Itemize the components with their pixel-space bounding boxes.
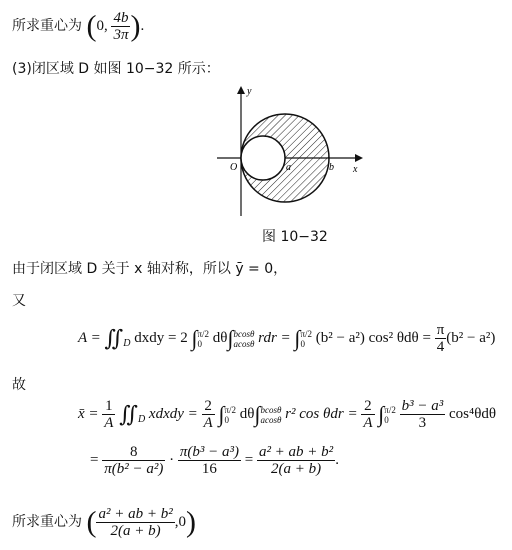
fraction-1 [102,444,165,477]
numerator: π(b³ − a³) [179,444,239,460]
pi-over-4 [435,322,447,355]
inner-disk [241,136,285,180]
denominator: A [104,415,114,431]
dot: · [169,451,175,468]
r-lower-limit: acosθ [260,414,282,425]
xbar-equation [78,398,496,431]
left-paren: ( [86,9,97,43]
you-word: 又 [12,293,26,309]
denominator: π(b² − a²) [104,461,164,477]
area-lhs: A = [78,329,101,346]
y-axis-arrow-icon [237,86,245,94]
double-integral-icon: ∬ [104,325,124,351]
numerator: 1 [102,398,115,415]
fraction-numerator: 4b [111,10,130,27]
figure-caption: 图 10−32 [262,229,328,245]
fraction-numerator: a² + ab + b² [98,506,173,522]
right-paren: ) [185,505,196,539]
area-equation [78,322,495,355]
gu-word: 故 [12,377,26,393]
centroid-label: 所求重心为 [12,17,82,34]
r-lower-limit: acosθ [233,338,255,349]
one-over-A [102,398,115,431]
fraction-3 [257,444,335,477]
dtheta: dθ [212,329,228,346]
centroid-y-fraction [111,10,130,43]
upper-limit: π/2 [300,328,312,339]
xbar-part-1: xdxdy = [148,405,198,422]
integral-icon: ∫ [294,325,301,351]
area-result: (b² − a²) [446,329,496,346]
lower-limit: 0 [224,414,229,425]
numerator: 8 [102,444,165,461]
upper-limit: π/2 [224,404,237,415]
denominator: 4 [436,339,445,355]
centroid-result-line-2 [12,506,196,539]
denominator: 2(a + b) [271,461,322,477]
denominator: 3 [418,415,427,431]
numerator: b³ − a³ [401,398,444,414]
denominator: A [363,415,373,431]
integral-icon: ∫ [218,401,225,427]
numerator: π [436,322,445,338]
period: . [335,451,339,468]
xbar-lhs: x̄ = [78,405,99,422]
centroid-label: 所求重心为 [12,513,82,530]
lower-limit: 0 [300,338,305,349]
point-b-label: b [329,162,334,173]
centroid-y: 0 [178,513,186,530]
integrand: (b² − a²) cos² θdθ = [315,329,431,346]
integral-icon: ∫ [191,325,198,351]
two-over-A [202,398,215,431]
x-axis-arrow-icon [355,154,363,162]
centroid-x: 0 [96,17,104,34]
region-subscript: D [123,337,131,349]
xbar-equation-continued [90,444,339,477]
r-upper-limit: bcosθ [233,328,255,339]
integral-icon: ∫ [378,401,385,427]
theta-limits-2 [384,405,396,425]
rdr: rdr = [258,329,291,346]
x-axis-label: x [353,164,358,175]
theta-limits-2 [300,329,312,349]
lower-limit: 0 [197,338,202,349]
numerator: 2 [202,398,215,415]
upper-limit: π/2 [384,404,396,415]
xbar-part-3: r² cos θdr = [285,405,358,422]
centroid-result-line-1: 所求重心为 (0, $\frac{4b}{3\pi}$ ). [12,9,145,43]
right-paren: ) [130,9,141,43]
cos4-dtheta: cos⁴θdθ [448,405,497,422]
area-part-2: dxdy = 2 [134,329,188,346]
figure-10-32 [205,82,370,220]
r-limits [261,405,282,425]
part-3-intro: (3)闭区域 D 如图 10−32 所示： [12,61,220,77]
integral-icon: ∫ [254,401,261,427]
equals-sign: = [90,451,99,468]
numerator: 2 [361,398,374,415]
fraction-2 [178,444,241,477]
centroid-x-fraction [96,506,174,539]
equals-sign: = [244,451,254,468]
period: . [140,17,145,34]
origin-label: O [230,162,238,173]
symmetry-statement: 由于闭区域 D 关于 x 轴对称，所以 ȳ = 0， [12,261,288,277]
cubes-over-3 [400,398,446,431]
fraction-denominator: 2(a + b) [110,523,161,539]
upper-limit: π/2 [197,328,210,339]
numerator: a² + ab + b² [258,444,334,460]
denominator: A [203,415,213,431]
y-axis-label: y [247,86,252,97]
theta-limits [224,405,236,425]
double-integral-icon: ∬ [119,401,138,427]
theta-limits [197,329,209,349]
region-subscript: D [137,413,146,425]
r-upper-limit: bcosθ [260,404,282,415]
comma: , [174,513,179,530]
integral-icon: ∫ [227,325,234,351]
r-limits [234,329,255,349]
left-paren: ( [86,505,97,539]
point-a-label: a [286,162,291,173]
dtheta: dθ [239,405,255,422]
fraction-denominator: 3π [113,27,129,43]
denominator: 16 [201,461,217,477]
two-over-A-2 [361,398,374,431]
lower-limit: 0 [384,414,389,425]
